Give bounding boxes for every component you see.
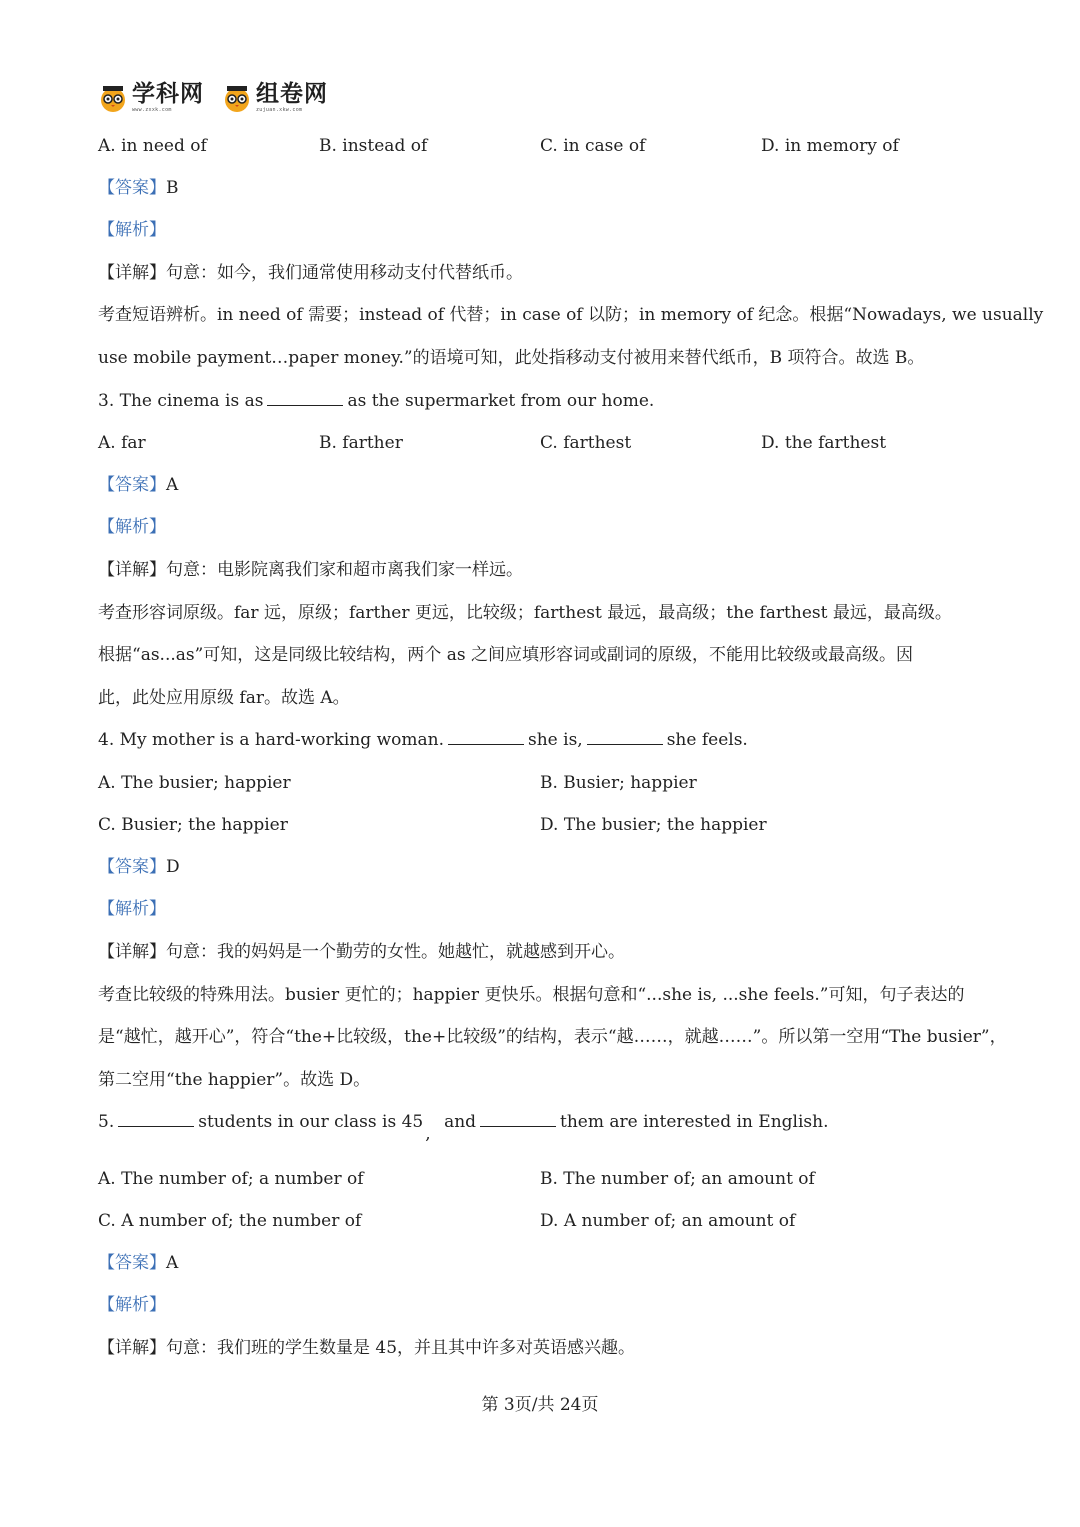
answer-value: A <box>166 475 179 495</box>
q3-stem <box>98 388 654 414</box>
stem-text: students in our class is 45 <box>198 1112 424 1132</box>
q2-detail <box>98 260 523 286</box>
answer-tag: 【答案】 <box>98 1253 166 1273</box>
option-a: A. in need of <box>98 136 207 156</box>
option-d: D. A number of; an amount of <box>540 1211 796 1231</box>
option-d: D. The busier; the happier <box>540 815 767 835</box>
answer-blank <box>118 1110 194 1127</box>
q5-detail <box>98 1335 635 1361</box>
option-c: C. farthest <box>540 433 632 453</box>
q4-explanation-line-1: 考查比较级的特殊用法。busier 更忙的；happier 更快乐。根据句意和“...she is, ...she feels.”可知，句子表达的 <box>98 985 965 1005</box>
stem-text: 5. <box>98 1112 115 1132</box>
detail-tag: 【详解】 <box>98 942 166 962</box>
q4-options-row-1 <box>98 770 998 796</box>
answer-blank <box>267 389 343 406</box>
q4-options-row-2 <box>98 812 998 838</box>
q2-options <box>98 133 998 159</box>
q2-analysis-tag: 【解析】 <box>98 220 166 240</box>
option-b: B. instead of <box>319 136 428 156</box>
detail-text: 句意：如今，我们通常使用移动支付代替纸币。 <box>166 263 523 283</box>
logo-zujuanwang <box>222 83 328 113</box>
logo-xuekewang <box>98 83 204 113</box>
q3-explanation-line-3: 此，此处应用原级 far。故选 A。 <box>98 688 350 708</box>
option-d: D. the farthest <box>761 433 887 453</box>
stem-text: she is, <box>528 730 583 750</box>
owl-mascot-icon <box>98 83 128 113</box>
answer-blank <box>448 728 524 745</box>
answer-value: A <box>166 1253 179 1273</box>
detail-text: 句意：我的妈妈是一个勤劳的女性。她越忙，就越感到开心。 <box>166 942 625 962</box>
detail-text: 句意：电影院离我们家和超市离我们家一样远。 <box>166 560 523 580</box>
stem-text: 4. My mother is a hard-working woman. <box>98 730 444 750</box>
stem-text: them are interested in English. <box>560 1112 829 1132</box>
answer-value: B <box>166 178 179 198</box>
option-c: C. A number of; the number of <box>98 1211 362 1231</box>
q4-explanation-line-2: 是“越忙，越开心”，符合“the+比较级，the+比较级”的结构，表示“越……，就越……”。所以第一空用“The busier”， <box>98 1027 1007 1047</box>
option-b: B. The number of; an amount of <box>540 1169 815 1189</box>
option-a: A. The busier; happier <box>98 773 291 793</box>
answer-tag: 【答案】 <box>98 475 166 495</box>
q5-stem <box>98 1109 829 1144</box>
option-a: A. far <box>98 433 146 453</box>
option-a: A. The number of; a number of <box>98 1169 364 1189</box>
logo-title: 学科网 <box>132 81 204 107</box>
option-c: C. Busier; the happier <box>98 815 288 835</box>
stem-text: 3. The cinema is as <box>98 391 264 411</box>
q5-options-row-1 <box>98 1166 998 1192</box>
q2-explanation-line-1: 考查短语辨析。in need of 需要；instead of 代替；in case of 以防；in memory of 纪念。根据“Nowadays, we usually <box>98 305 1044 325</box>
q4-answer <box>98 854 180 880</box>
answer-blank <box>587 728 663 745</box>
q5-answer <box>98 1250 178 1276</box>
logo-url: www.zxxk.com <box>132 107 172 113</box>
option-b: B. Busier; happier <box>540 773 697 793</box>
q3-explanation-line-2: 根据“as...as”可知，这是同级比较结构，两个 as 之间应填形容词或副词的原级，不能用比较级或最高级。因 <box>98 645 913 665</box>
q3-detail <box>98 557 523 583</box>
logo-title: 组卷网 <box>256 81 328 107</box>
q5-options-row-2 <box>98 1208 998 1234</box>
q4-analysis-tag: 【解析】 <box>98 899 166 919</box>
detail-tag: 【详解】 <box>98 560 166 580</box>
q3-analysis-tag: 【解析】 <box>98 517 166 537</box>
logo-url: zujuan.xkw.com <box>256 107 303 113</box>
option-b: B. farther <box>319 433 403 453</box>
page-number: 第 3页/共 24页 <box>481 1395 599 1415</box>
q4-explanation-line-3: 第二空用“the happier”。故选 D。 <box>98 1070 371 1090</box>
stem-text: as the supermarket from our home. <box>347 391 655 411</box>
detail-tag: 【详解】 <box>98 1338 166 1358</box>
header-logos <box>98 80 328 116</box>
q2-explanation-line-2: use mobile payment…paper money.”的语境可知，此处指移动支付被用来替代纸币，B 项符合。故选 B。 <box>98 348 925 368</box>
stem-comma: , <box>425 1124 431 1144</box>
q5-analysis-tag: 【解析】 <box>98 1295 166 1315</box>
detail-text: 句意：我们班的学生数量是 45，并且其中许多对英语感兴趣。 <box>166 1338 636 1358</box>
q3-explanation-line-1: 考查形容词原级。far 远，原级；farther 更远，比较级；farthest 最远，最高级；the farthest 最远，最高级。 <box>98 603 952 623</box>
option-c: C. in case of <box>540 136 646 156</box>
q3-options <box>98 430 998 456</box>
detail-tag: 【详解】 <box>98 263 166 283</box>
answer-value: D <box>166 857 180 877</box>
option-d: D. in memory of <box>761 136 899 156</box>
q4-stem <box>98 727 748 753</box>
answer-tag: 【答案】 <box>98 178 166 198</box>
answer-blank <box>480 1110 556 1127</box>
q3-answer <box>98 472 178 498</box>
q4-detail <box>98 939 625 965</box>
owl-mascot-icon <box>222 83 252 113</box>
stem-text: and <box>444 1112 477 1132</box>
q2-answer <box>98 175 179 201</box>
answer-tag: 【答案】 <box>98 857 166 877</box>
stem-text: she feels. <box>666 730 748 750</box>
